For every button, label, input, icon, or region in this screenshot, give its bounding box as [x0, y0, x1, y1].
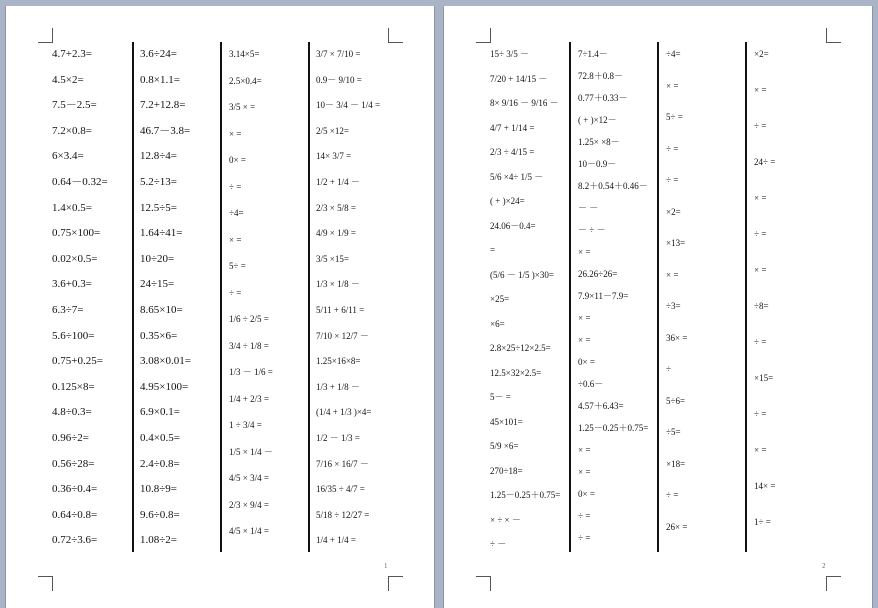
- document-page-1: [6, 6, 434, 608]
- math-problem: 0.75+0.25=: [52, 355, 103, 368]
- math-problem: 4.95×100=: [140, 380, 189, 393]
- math-problem: ÷4=: [666, 49, 681, 59]
- math-problem: 15÷ 3/5 －: [490, 49, 529, 59]
- math-problem: ÷ =: [754, 229, 767, 239]
- math-problem: 3/4 ÷ 1/8 =: [229, 340, 269, 351]
- math-problem: 0.4×0.5=: [140, 432, 180, 444]
- math-problem: × =: [578, 335, 591, 345]
- math-problem: 0.35×6=: [140, 329, 178, 342]
- math-problem: 5÷ =: [229, 261, 246, 271]
- math-problem: 4.8÷0.3=: [52, 406, 92, 419]
- math-problem: 5.2÷13=: [140, 176, 177, 188]
- math-problem: 12.8÷4=: [140, 150, 177, 163]
- math-problem: 1/2 + 1/4 －: [316, 177, 360, 187]
- math-problem: 1/3 × 1/8 －: [316, 279, 360, 290]
- math-problem: 1.25×16×8=: [316, 356, 361, 367]
- math-problem: × ÷ × －: [490, 514, 521, 525]
- math-problem: 7.5－2.5=: [52, 99, 97, 112]
- math-problem: 3.6+0.3=: [52, 278, 92, 291]
- math-problem: 3/7 × 7/10 =: [316, 49, 361, 59]
- margin-corner-bottom-right: [388, 576, 403, 591]
- math-problem: 46.7－3.8=: [140, 124, 191, 137]
- math-problem: × =: [578, 247, 591, 257]
- math-problem: ( + )×12－: [578, 115, 617, 125]
- math-problem: 5－ =: [490, 392, 511, 402]
- math-problem: 0.8×1.1=: [140, 73, 180, 86]
- math-problem: 5÷6=: [666, 395, 686, 406]
- math-problem: × =: [666, 269, 679, 280]
- column-divider: [657, 42, 659, 552]
- math-problem: 8.65×10=: [140, 304, 183, 316]
- math-problem: ÷0.6－: [578, 379, 604, 389]
- math-problem: 3.14×5=: [229, 49, 260, 59]
- math-problem: 1/3 + 1/8 －: [316, 381, 360, 392]
- math-problem: × =: [754, 85, 767, 95]
- math-problem: 1/4 + 2/3 =: [229, 393, 269, 404]
- math-problem: 1.4×0.5=: [52, 201, 92, 214]
- math-problem: 26.26÷26=: [578, 269, 618, 279]
- math-problem: ×18=: [666, 458, 686, 469]
- margin-corner-top-left: [38, 28, 53, 43]
- math-problem: 3/5 × =: [229, 102, 256, 112]
- math-problem: ×13=: [666, 238, 686, 248]
- math-problem: 0.125×8=: [52, 380, 95, 393]
- margin-corner-bottom-right: [826, 576, 841, 591]
- math-problem: ÷ =: [754, 409, 767, 419]
- column-divider: [308, 42, 310, 552]
- math-problem: 1/3 － 1/6 =: [229, 367, 273, 377]
- math-problem: 10－0.9－: [578, 159, 617, 169]
- math-problem: 7/20 + 14/15 －: [490, 73, 548, 84]
- margin-corner-top-right: [826, 28, 841, 43]
- math-problem: 1/2 － 1/3 =: [316, 433, 360, 443]
- math-problem: 270÷18=: [490, 465, 523, 476]
- math-problem: 0.02×0.5=: [52, 252, 98, 265]
- math-problem: 3/5 ×15=: [316, 253, 349, 264]
- math-problem: 7/10 × 12/7 －: [316, 330, 369, 341]
- math-problem: × =: [666, 80, 679, 91]
- math-problem: 1/4 + 1/4 =: [316, 535, 356, 546]
- math-problem: 5/11 + 6/11 =: [316, 305, 365, 315]
- math-problem: ÷ =: [229, 287, 242, 298]
- math-problem: 12.5×32×2.5=: [490, 367, 542, 378]
- math-problem: 0.75×100=: [52, 227, 101, 240]
- math-problem: 5/9 ×6=: [490, 441, 519, 451]
- math-problem: × =: [754, 265, 767, 275]
- math-problem: 6.9×0.1=: [140, 406, 180, 419]
- math-problem: ÷5=: [666, 427, 681, 437]
- margin-corner-bottom-left: [38, 576, 53, 591]
- math-problem: ÷ =: [666, 175, 679, 185]
- math-problem: 0× =: [229, 155, 246, 165]
- math-problem: 14× 3/7 =: [316, 151, 352, 162]
- math-problem: 1.08÷2=: [140, 534, 177, 547]
- math-problem: ÷ =: [666, 490, 679, 500]
- math-problem: ÷ =: [578, 533, 591, 543]
- page-number: 2: [822, 562, 826, 570]
- math-problem: 0× =: [578, 489, 595, 499]
- math-problem: ÷ =: [229, 181, 242, 192]
- math-problem: 0.77＋0.33－: [578, 93, 628, 103]
- math-problem: ÷ =: [578, 511, 591, 521]
- math-problem: × =: [754, 445, 767, 455]
- math-problem: ÷ －: [490, 539, 507, 549]
- math-problem: 10－ 3/4 － 1/4 =: [316, 100, 381, 111]
- math-problem: 36× =: [666, 332, 688, 343]
- math-problem: 1.25－0.25＋0.75=: [578, 423, 649, 433]
- document-page-2: [444, 6, 872, 608]
- column-divider: [220, 42, 222, 552]
- math-problem: 5/6 ×4÷ 1/5 －: [490, 171, 544, 182]
- math-problem: 5/18 ÷ 12/27 =: [316, 509, 370, 520]
- math-problem: × =: [229, 128, 242, 139]
- math-problem: 45×101=: [490, 416, 523, 427]
- math-problem: × =: [578, 445, 591, 455]
- math-problem: ÷3=: [666, 301, 681, 311]
- column-divider: [745, 42, 747, 552]
- math-problem: ×15=: [754, 373, 774, 383]
- math-problem: 5÷ =: [666, 112, 683, 122]
- math-problem: ×2=: [754, 49, 769, 59]
- math-problem: 24÷15=: [140, 278, 175, 291]
- math-problem: 0.64÷0.8=: [52, 508, 98, 521]
- math-problem: × =: [229, 234, 242, 245]
- math-problem: 7/16 × 16/7 －: [316, 458, 369, 469]
- math-problem: 14× =: [754, 481, 776, 491]
- math-problem: 6.3÷7=: [52, 304, 84, 316]
- column-divider: [569, 42, 571, 552]
- math-problem: ÷ =: [754, 337, 767, 347]
- math-problem: 24.06－0.4=: [490, 220, 536, 231]
- math-problem: × =: [754, 193, 767, 203]
- math-problem: × =: [578, 467, 591, 477]
- math-problem: 2/5 ×12=: [316, 125, 349, 136]
- math-problem: 2.5×0.4=: [229, 75, 262, 86]
- math-problem: ×25=: [490, 294, 510, 304]
- math-problem: 2.4÷0.8=: [140, 457, 180, 470]
- math-problem: 1÷ =: [754, 517, 771, 527]
- math-problem: 0.36÷0.4=: [52, 483, 98, 496]
- math-problem: 0.56÷28=: [52, 457, 95, 470]
- math-problem: 0.64－0.32=: [52, 176, 108, 188]
- math-problem: 9.6÷0.8=: [140, 508, 180, 521]
- margin-corner-bottom-left: [476, 576, 491, 591]
- math-problem: 1/5 × 1/4 －: [229, 446, 273, 457]
- math-problem: 2/3 × 9/4 =: [229, 499, 269, 510]
- math-problem: 1.25× ×8－: [578, 137, 620, 147]
- math-problem: ( + )×24=: [490, 196, 525, 206]
- math-problem: 4/5 × 3/4 =: [229, 473, 269, 483]
- math-problem: ×6=: [490, 318, 505, 329]
- math-problem: 1 ÷ 3/4 =: [229, 420, 262, 430]
- margin-corner-top-left: [476, 28, 491, 43]
- math-problem: 6×3.4=: [52, 150, 84, 163]
- math-problem: 1.25－0.25＋0.75=: [490, 490, 561, 500]
- math-problem: =: [490, 245, 496, 255]
- math-problem: 8.2＋0.54＋0.46－: [578, 181, 648, 191]
- math-problem: 4.5×2=: [52, 73, 84, 86]
- math-problem: 10.8÷9=: [140, 483, 177, 496]
- math-problem: 4/5 × 1/4 =: [229, 526, 269, 536]
- math-problem: ÷: [666, 364, 671, 374]
- math-problem: 7÷1.4－: [578, 49, 608, 59]
- math-problem: 7.9×11－7.9=: [578, 291, 629, 301]
- margin-corner-top-right: [388, 28, 403, 43]
- math-problem: 3.08×0.01=: [140, 355, 191, 368]
- math-problem: 0.96÷2=: [52, 432, 89, 444]
- page-number: 1: [384, 562, 388, 570]
- math-problem: 0× =: [578, 357, 595, 367]
- math-problem: － －: [578, 203, 599, 213]
- math-problem: ÷4=: [229, 208, 244, 218]
- math-problem: 5.6÷100=: [52, 329, 95, 342]
- math-problem: 3.6÷24=: [140, 48, 177, 60]
- math-problem: 16/35 ÷ 4/7 =: [316, 484, 365, 495]
- math-problem: 4.57＋6.43=: [578, 401, 624, 411]
- math-problem: 1/6 ÷ 2/5 =: [229, 314, 269, 324]
- math-problem: ÷8=: [754, 301, 769, 311]
- column-divider: [132, 42, 134, 552]
- math-problem: 0.72÷3.6=: [52, 534, 98, 547]
- math-problem: 4/9 × 1/9 =: [316, 228, 356, 239]
- math-problem: 7.2×0.8=: [52, 124, 92, 137]
- math-problem: － ÷ －: [578, 225, 606, 235]
- math-problem: (5/6 － 1/5 )×30=: [490, 269, 554, 280]
- math-problem: 24÷ =: [754, 157, 776, 167]
- math-problem: 4.7+2.3=: [52, 48, 92, 60]
- math-problem: ÷ =: [666, 143, 679, 154]
- math-problem: 26× =: [666, 521, 688, 532]
- math-problem: × =: [578, 313, 591, 323]
- math-problem: (1/4 + 1/3 )×4=: [316, 407, 372, 418]
- math-problem: 2.8×25÷12×2.5=: [490, 343, 551, 353]
- math-problem: 12.5÷5=: [140, 201, 177, 214]
- math-problem: 2/3 ÷ 4/15 =: [490, 147, 535, 157]
- math-problem: 10÷20=: [140, 252, 175, 265]
- math-problem: 1.64÷41=: [140, 227, 183, 240]
- math-problem: 8× 9/16 － 9/16 －: [490, 98, 559, 108]
- math-problem: 4/7 + 1/14 =: [490, 122, 535, 133]
- math-problem: 72.8＋0.8－: [578, 71, 624, 81]
- math-problem: 2/3 × 5/8 =: [316, 202, 356, 213]
- math-problem: 0.9－ 9/10 =: [316, 74, 362, 85]
- math-problem: ×2=: [666, 206, 681, 217]
- math-problem: ÷ =: [754, 121, 767, 131]
- math-problem: 7.2+12.8=: [140, 99, 186, 112]
